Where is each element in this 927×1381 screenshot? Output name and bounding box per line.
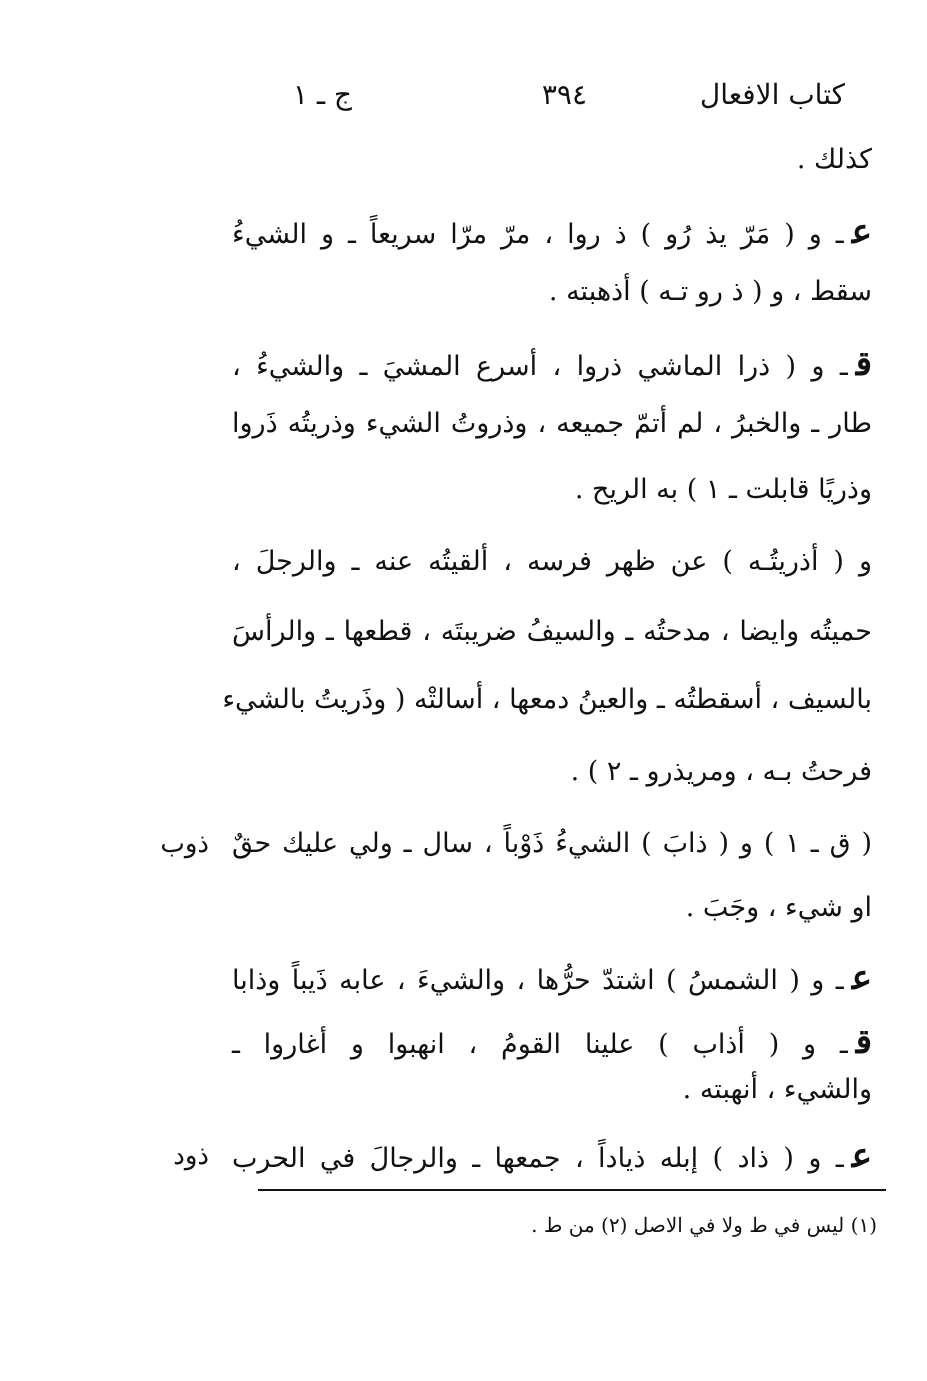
entry-code: ق xyxy=(855,344,872,384)
entry-line: قـ و ( ذرا الماشي ذروا ، أسرع المشيَ ـ والشيءُ ، xyxy=(232,344,872,384)
root-word: ذوب xyxy=(160,829,209,859)
entry-line: عـ و ( ذاد ) إبله ذياداً ، جمعها ـ والرجالَ في الحرب xyxy=(232,1136,872,1176)
text-line: كذلك . xyxy=(796,144,872,175)
text-line: سقط ، و ( ذ رو تـه ) أذهبته . xyxy=(548,276,872,307)
entry-code: ع xyxy=(851,958,872,998)
book-title: كتاب الافعال xyxy=(699,78,845,111)
text-line: طار ـ والخبرُ ، لم أتمّ جميعه ، وذروتُ الشيء وذريتُه ذَروا xyxy=(232,408,872,439)
entry-code: ق xyxy=(855,1022,872,1062)
page-number: ٣٩٤ xyxy=(541,78,587,111)
entry-line: قـ و ( أذاب ) علينا القومُ ، انهبوا و أغاروا ـ xyxy=(232,1022,872,1062)
footnote: (١) ليس في ط ولا في الاصل (٢) من ط . xyxy=(531,1213,877,1237)
footnote-divider xyxy=(258,1189,886,1191)
volume-label: ج ـ ١ xyxy=(292,78,352,111)
entry-line: عـ و ( الشمسُ ) اشتدّ حرُّها ، والشيءَ ، عابه ذَيباً وذابا xyxy=(232,958,872,998)
text-line: وذريًا قابلت ـ ١ ) به الريح . xyxy=(574,474,872,505)
text-line: فرحتُ بـه ، ومريذرو ـ ٢ ) . xyxy=(570,756,872,787)
text-line: او شيء ، وجَبَ . xyxy=(685,892,872,923)
root-word: ذود xyxy=(173,1141,209,1171)
entry-line: عـ و ( مَرّ يذ رُو ) ذ روا ، مرّ مرّا سريعاً ـ و الشيءُ xyxy=(232,212,872,252)
entry-line: ( ق ـ ١ ) و ( ذابَ ) الشيءُ ذَوْباً ، سال ـ ولي عليك حقٌ xyxy=(232,828,873,859)
text-line: و ( أذريتُـه ) عن ظهر فرسه ، ألقيتُه عنه ـ والرجلَ ، xyxy=(232,546,872,577)
text-line: بالسيف ، أسقطتُه ـ والعينُ دمعها ، أسالتْه ( وذَريتُ بالشيء xyxy=(222,684,872,715)
text-line: حميتُه وايضا ، مدحتُه ـ والسيفُ ضريبتَه ، قطعها ـ والرأسَ xyxy=(232,616,872,647)
entry-code: ع xyxy=(851,1136,872,1176)
text-line: والشيء ، أنهبته . xyxy=(682,1074,872,1105)
entry-code: ع xyxy=(851,212,872,252)
